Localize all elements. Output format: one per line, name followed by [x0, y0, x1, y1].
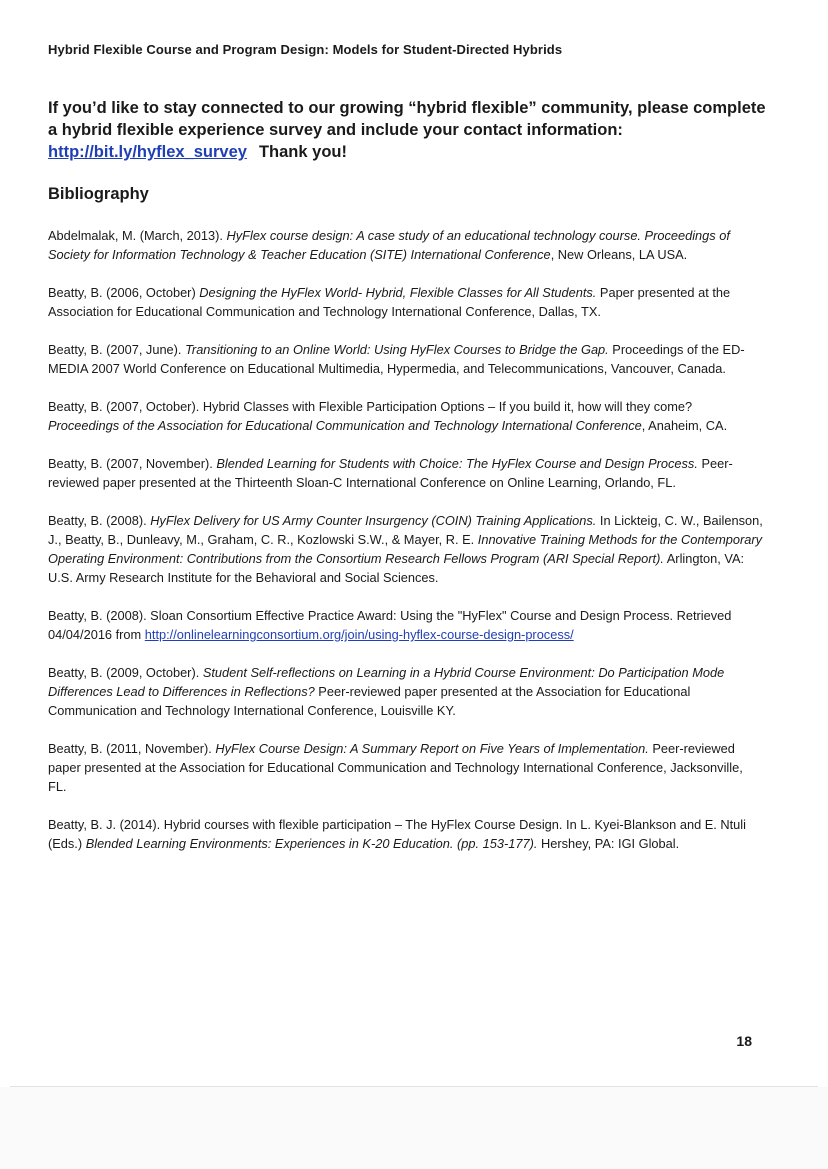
scan-bottom-margin [0, 1087, 828, 1169]
consortium-link[interactable]: http://onlinelearningconsortium.org/join/using-hyflex-course-design-process/ [144, 627, 574, 642]
reference-beatty-2011-nov: Beatty, B. (2011, November). HyFlex Course Design: A Summary Report on Five Years of Implementation. Peer-reviewed paper presented at the Association for Educational Communication and Technology International Conference, Jacksonville, FL. [48, 741, 743, 794]
reference-list [48, 226, 764, 872]
reference-beatty-2008-coin: Beatty, B. (2008). HyFlex Delivery for US Army Counter Insurgency (COIN) Training Applications. In Lickteig, C. W., Bailenson, J., Beatty, B., Dunleavy, M., Graham, C. R., Kozlowski S.W., & Mayer, R. E. Innovative Training Methods for the Contemporary Operating Environment: Contributions from the Consortium Research Fellows Program (ARI Special Report). Arlington, VA: U.S. Army Research Institute for the Behavioral and Social Sciences. [48, 513, 763, 585]
reference-abdelmalak-2013: Abdelmalak, M. (March, 2013). HyFlex course design: A case study of an educational technology course. Proceedings of Society for Information Technology & Teacher Education (SITE) International Conference, New Orleans, LA USA. [48, 228, 730, 262]
reference-beatty-2007-nov: Beatty, B. (2007, November). Blended Learning for Students with Choice: The HyFlex Course and Design Process. Peer-reviewed paper presented at the Thirteenth Sloan-C International Conference on Online Learning, Orlando, FL. [48, 456, 733, 490]
reference-beatty-2007-jun: Beatty, B. (2007, June). Transitioning to an Online World: Using HyFlex Courses to Bridge the Gap. Proceedings of the ED-MEDIA 2007 World Conference on Educational Multimedia, Hypermedia, and Telecommunications, Vancouver, Canada. [48, 342, 745, 376]
page-number: 18 [736, 1033, 752, 1049]
reference-beatty-2009-oct: Beatty, B. (2009, October). Student Self-reflections on Learning in a Hybrid Course Environment: Do Participation Mode Differences Lead to Differences in Reflections? Peer-reviewed paper presented at the Association for Educational Communication and Technology International Conference, Louisville KY. [48, 665, 725, 718]
bibliography-heading: Bibliography [48, 185, 149, 203]
reference-beatty-2008-sloan: Beatty, B. (2008). Sloan Consortium Effective Practice Award: Using the "HyFlex" Course and Design Process. Retrieved 04/04/2016 from http://onlinelearningconsortium.org/join/using-hyflex-course-design-process/ [48, 608, 732, 642]
reference-beatty-2014: Beatty, B. J. (2014). Hybrid courses with flexible participation – The HyFlex Course Design. In L. Kyei-Blankson and E. Ntuli (Eds.) Blended Learning Environments: Experiences in K-20 Education. (pp. 153-177). Hershey, PA: IGI Global. [48, 817, 746, 851]
survey-link[interactable]: http://bit.ly/hyflex_survey [48, 143, 247, 161]
reference-beatty-2006-oct: Beatty, B. (2006, October) Designing the HyFlex World- Hybrid, Flexible Classes for All Students. Paper presented at the Association for Educational Communication and Technology International Conference, Dallas, TX. [48, 285, 731, 319]
reference-beatty-2007-oct: Beatty, B. (2007, October). Hybrid Classes with Flexible Participation Options – If you build it, how will they come? Proceedings of the Association for Educational Communication and Technology International Conference, Anaheim, CA. [48, 399, 728, 433]
running-header: Hybrid Flexible Course and Program Design: Models for Student-Directed Hybrids [48, 42, 563, 57]
survey-callout [48, 97, 768, 163]
survey-callout-text: If you’d like to stay connected to our growing “hybrid flexible” community, please complete a hybrid flexible experience survey and include your contact information: [48, 99, 766, 139]
thank-you-text: Thank you! [258, 143, 347, 161]
